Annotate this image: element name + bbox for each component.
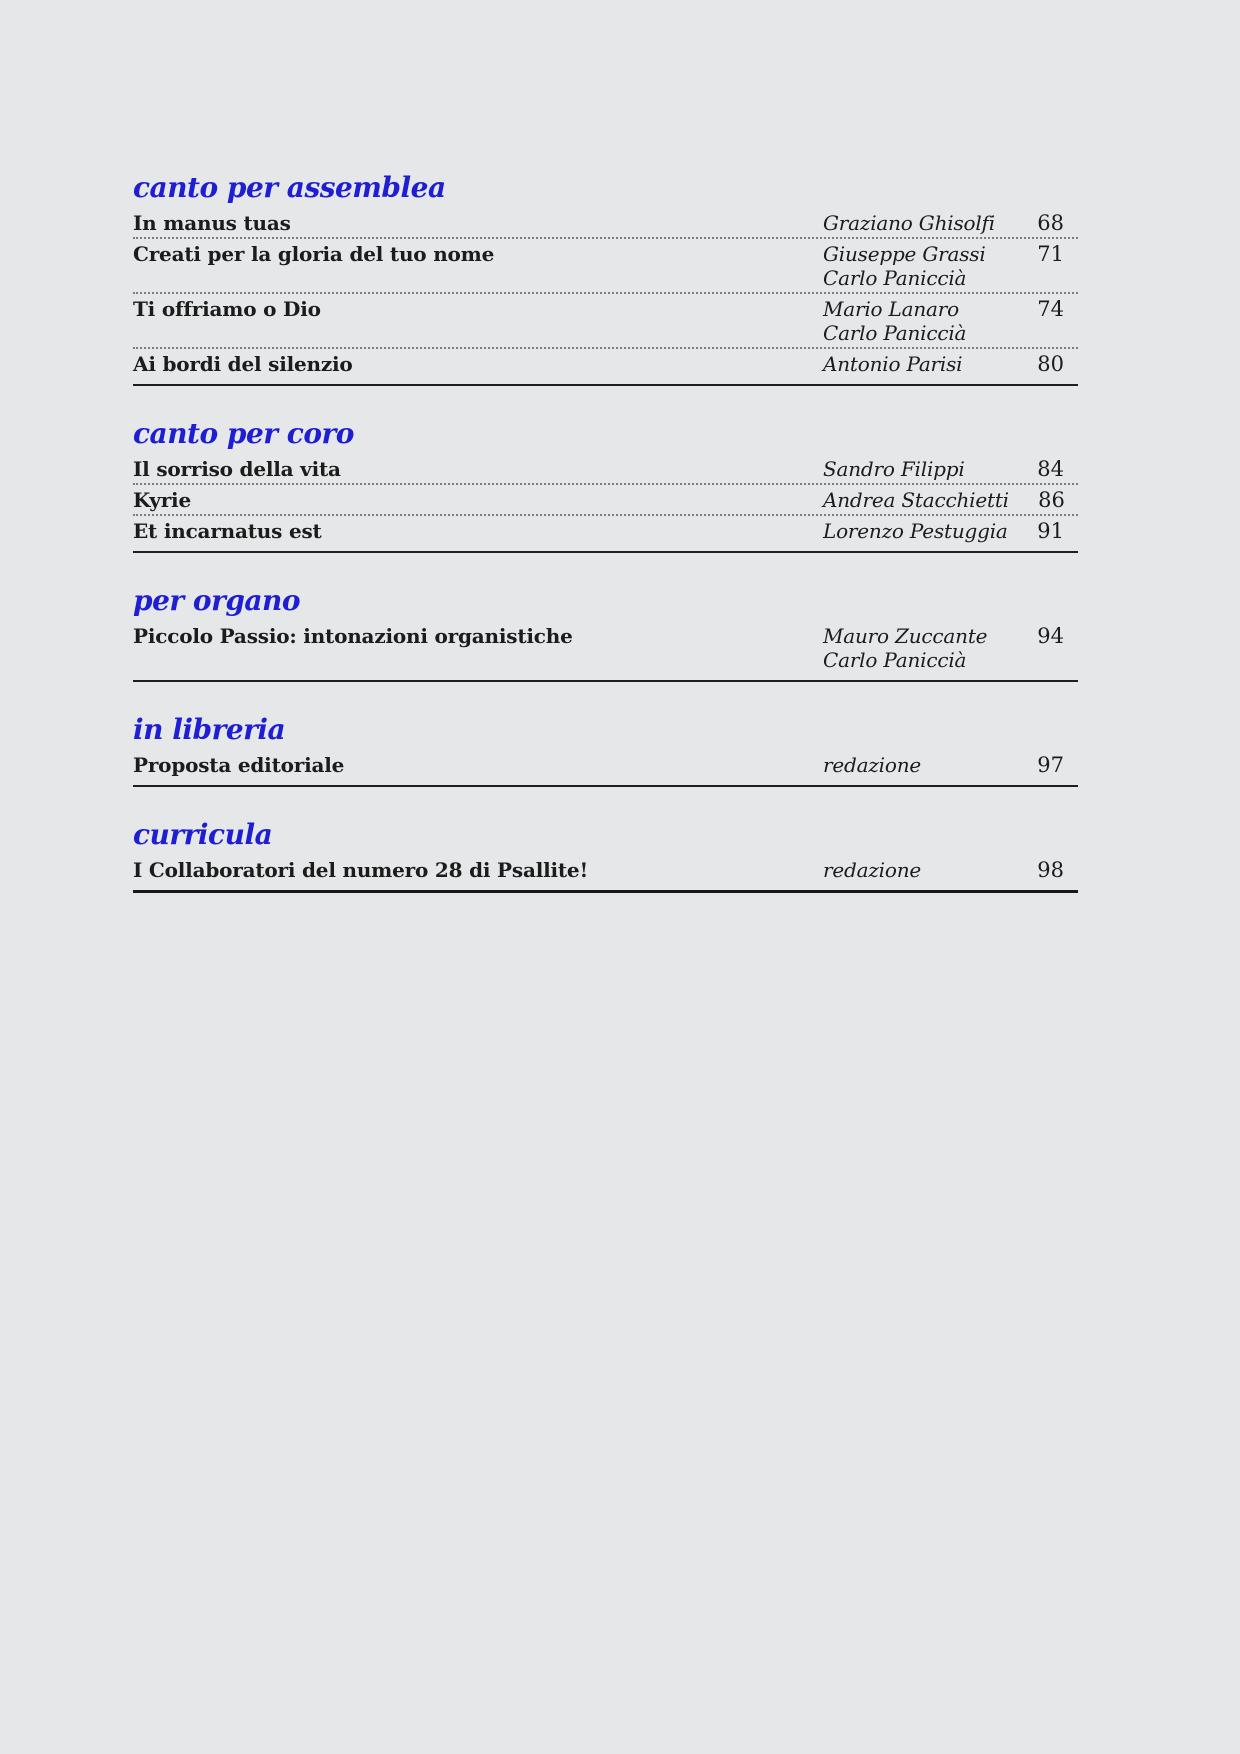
section-entries [133,750,1078,787]
entry-page-number: 98 [1037,858,1064,882]
entry-authors [823,297,1008,345]
entry-title: In manus tuas [133,211,291,235]
toc-section [133,712,1078,787]
entry-page-number: 94 [1037,624,1064,648]
entry-page-number: 68 [1037,211,1064,235]
entry-title: Ai bordi del silenzio [133,352,353,376]
section-entries [133,621,1078,682]
entry-page-number: 71 [1037,242,1064,266]
entry-author: redazione [823,858,922,882]
toc-entry [133,454,1078,485]
entry-author: Graziano Ghisolfi [823,211,995,235]
entry-page-number: 74 [1037,297,1064,321]
entry-page-number: 97 [1037,753,1064,777]
toc-section [133,817,1078,893]
entry-author: Carlo Paniccià [823,321,967,345]
entry-authors [823,242,1008,290]
entry-authors [823,457,1008,481]
section-heading: canto per coro [133,417,354,450]
entry-authors [823,624,1008,672]
entry-author: Sandro Filippi [823,457,965,481]
toc-section [133,416,1078,553]
entry-authors [823,858,1008,882]
entry-title: Il sorriso della vita [133,457,341,481]
section-heading: per organo [133,584,301,617]
entry-authors [823,352,1008,376]
entry-authors [823,753,1008,777]
entry-author: Antonio Parisi [823,352,963,376]
table-of-contents [133,0,1078,893]
entry-author: Andrea Stacchietti [823,488,1009,512]
entry-author: Mario Lanaro [823,297,959,321]
section-entries [133,454,1078,553]
section-heading: curricula [133,818,273,851]
entry-title: Proposta editoriale [133,753,345,777]
entry-authors [823,519,1008,543]
section-heading: in libreria [133,713,286,746]
section-heading: canto per assemblea [133,171,446,204]
toc-entry [133,208,1078,239]
entry-author: redazione [823,753,922,777]
entry-author: Carlo Paniccià [823,266,967,290]
entry-author: Giuseppe Grassi [823,242,986,266]
section-entries [133,855,1078,893]
entry-author: Carlo Paniccià [823,648,967,672]
entry-title: I Collaboratori del numero 28 di Psallite! [133,858,589,882]
toc-entry [133,621,1078,682]
toc-section [133,170,1078,386]
toc-entry [133,750,1078,787]
section-entries [133,208,1078,386]
entry-title: Piccolo Passio: intonazioni organistiche [133,624,573,648]
toc-entry [133,516,1078,553]
toc-entry [133,485,1078,516]
entry-title: Kyrie [133,488,191,512]
entry-author: Lorenzo Pestuggia [823,519,1008,543]
toc-entry [133,349,1078,386]
entry-page-number: 86 [1038,488,1065,512]
entry-title: Ti offriamo o Dio [133,297,321,321]
toc-entry [133,239,1078,294]
entry-title: Et incarnatus est [133,519,322,543]
entry-page-number: 91 [1037,519,1064,543]
entry-title: Creati per la gloria del tuo nome [133,242,495,266]
entry-page-number: 80 [1037,352,1064,376]
entry-author: Mauro Zuccante [823,624,988,648]
entry-page-number: 84 [1037,457,1064,481]
entry-authors [823,488,1009,512]
toc-entry [133,294,1078,349]
toc-entry [133,855,1078,893]
toc-section [133,583,1078,682]
entry-authors [823,211,1008,235]
